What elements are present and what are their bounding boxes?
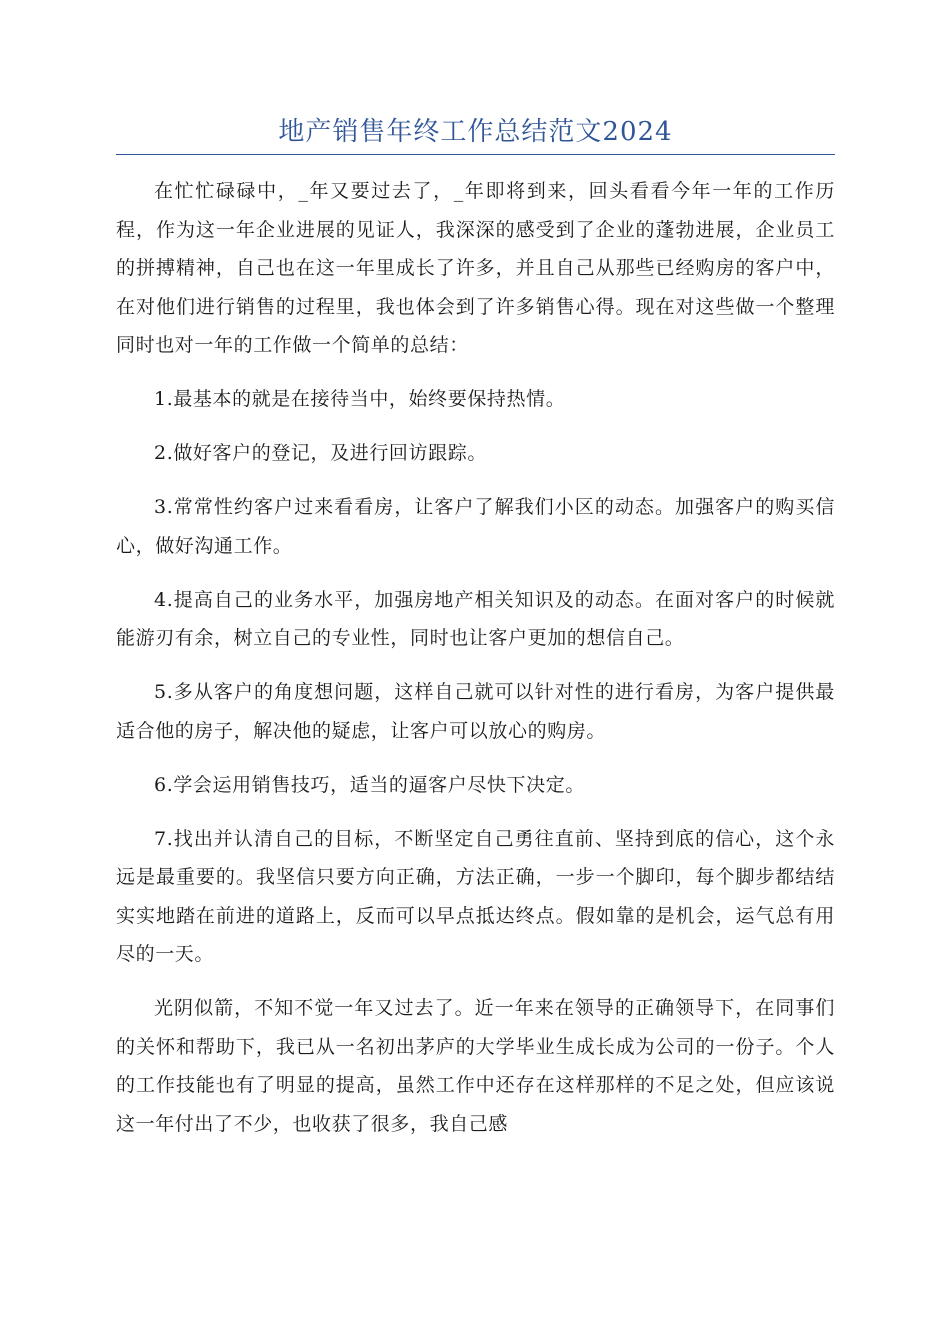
paragraph-item-3: 3.常常性约客户过来看看房，让客户了解我们小区的动态。加强客户的购买信心，做好沟通工作。 <box>116 496 835 557</box>
paragraph-item-1: 1.最基本的就是在接待当中，始终要保持热情。 <box>154 388 566 410</box>
paragraph-item-6: 6.学会运用销售技巧，适当的逼客户尽快下决定。 <box>154 773 585 796</box>
paragraph-item-4: 4.提高自己的业务水平，加强房地产相关知识及的动态。在面对客户的时候就能游刃有余，树立自己的专业性，同时也让客户更加的想信自己。 <box>116 588 835 649</box>
title-underline <box>116 154 835 155</box>
paragraph-intro: 在忙忙碌碌中，_年又要过去了，_年即将到来，回头看看今年一年的工作历程，作为这一年企业进展的见证人，我深深的感受到了企业的蓬勃进展，企业员工的拼搏精神，自己也在这一年里成长了许多，并且自己从那些已经购房的客户中，在对他们进行销售的过程里，我也体会到了许多销售心得。现在对这些做一个整理同时也对一年的工作做一个简单的总结： <box>116 180 835 356</box>
paragraph-item-2: 2.做好客户的登记，及进行回访跟踪。 <box>154 442 487 464</box>
document-title: 地产销售年终工作总结范文2024 <box>278 117 673 147</box>
paragraph-closing: 光阴似箭，不知不觉一年又过去了。近一年来在领导的正确领导下，在同事们的关怀和帮助下，我已从一名初出茅庐的大学毕业生成长成为公司的一份子。个人的工作技能也有了明显的提高，虽然工作中还存在这样那样的不足之处，但应该说这一年付出了不少，也收获了很多，我自己感 <box>116 997 835 1135</box>
paragraph-item-5: 5.多从客户的角度想问题，这样自己就可以针对性的进行看房，为客户提供最适合他的房子，解决他的疑虑，让客户可以放心的购房。 <box>116 681 835 742</box>
paragraph-item-7: 7.找出并认清自己的目标，不断坚定自己勇往直前、坚持到底的信心，这个永远是最重要的。我坚信只要方向正确，方法正确，一步一个脚印，每个脚步都结结实实地踏在前进的道路上，反而可以早点抵达终点。假如靠的是机会，运气总有用尽的一天。 <box>116 827 835 965</box>
document-body <box>116 172 835 1159</box>
